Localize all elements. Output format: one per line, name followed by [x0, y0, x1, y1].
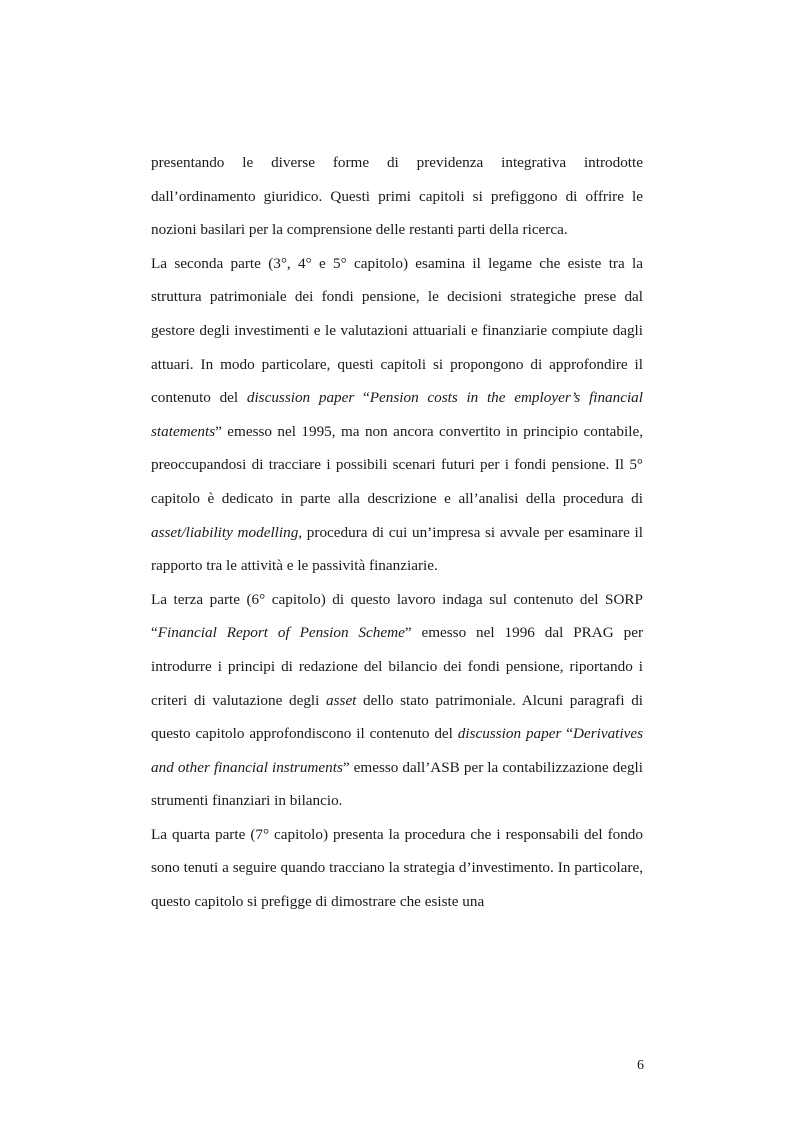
paragraph-4 — [151, 818, 643, 919]
text-run: ” emesso dall’ASB per la contabilizzazione degli strumenti finanziari in bilancio. — [151, 758, 643, 810]
text-run: “ — [354, 389, 370, 407]
text-run: procedura di cui un’impresa si avvale per esaminare il rapporto tra le attività e le passività finanziarie. — [151, 523, 643, 575]
italic-run: discussion paper — [457, 725, 562, 743]
paragraph-1 — [151, 146, 643, 247]
paragraph-3 — [151, 583, 643, 818]
text-run: La seconda parte (3°, 4° e 5° capitolo) esamina il legame che esiste tra la struttura patrimoniale dei fondi pensione, le decisioni strategiche prese dal gestore degli investimenti e le valutazioni attuariali e finanziarie compiute dagli attuari. In modo particolare, questi capitoli si propongono di approfondire il contenuto del — [151, 254, 643, 407]
paragraph-2 — [151, 247, 643, 583]
text-run: La quarta parte (7° capitolo) presenta la procedura che i responsabili del fondo sono tenuti a seguire quando tracciano la strategia d’investimento. In particolare, questo capitolo si prefigge di dimostrare che esiste una — [151, 825, 643, 911]
italic-run: asset/liability modelling, — [151, 523, 303, 541]
page-number: 6 — [637, 1058, 644, 1073]
italic-run: Pension costs in the employer’s financial statements — [151, 389, 643, 440]
text-run: presentando le diverse forme di previdenza integrativa introdotte dall’ordinamento giuridico. Questi primi capitoli si prefiggono di offrire le nozioni basilari per la comprensione delle restanti parti della ricerca. — [151, 154, 643, 239]
body-text — [151, 146, 643, 919]
text-run: dello stato patrimoniale. Alcuni paragrafi di questo capitolo approfondiscono il contenuto del — [151, 691, 644, 743]
text-run: ” emesso nel 1995, ma non ancora convertito in principio contabile, preoccupandosi di tracciare i possibili scenari futuri per i fondi pensione. Il 5° capitolo è dedicato in parte alla descrizione e all’analisi della procedura di — [151, 422, 643, 507]
text-run: “ — [561, 725, 573, 743]
italic-run: discussion paper — [246, 389, 355, 407]
italic-run: Financial Report of Pension Scheme — [157, 624, 405, 642]
italic-run: Derivatives and other financial instruments — [151, 725, 644, 776]
text-run: La terza parte (6° capitolo) di questo lavoro indaga sul contenuto del SORP “ — [151, 590, 643, 642]
text-run: ” emesso nel 1996 dal PRAG per introdurre i principi di redazione del bilancio dei fondi pensione, riportando i criteri di valutazione degli — [151, 624, 644, 709]
italic-run: asset — [326, 691, 357, 709]
